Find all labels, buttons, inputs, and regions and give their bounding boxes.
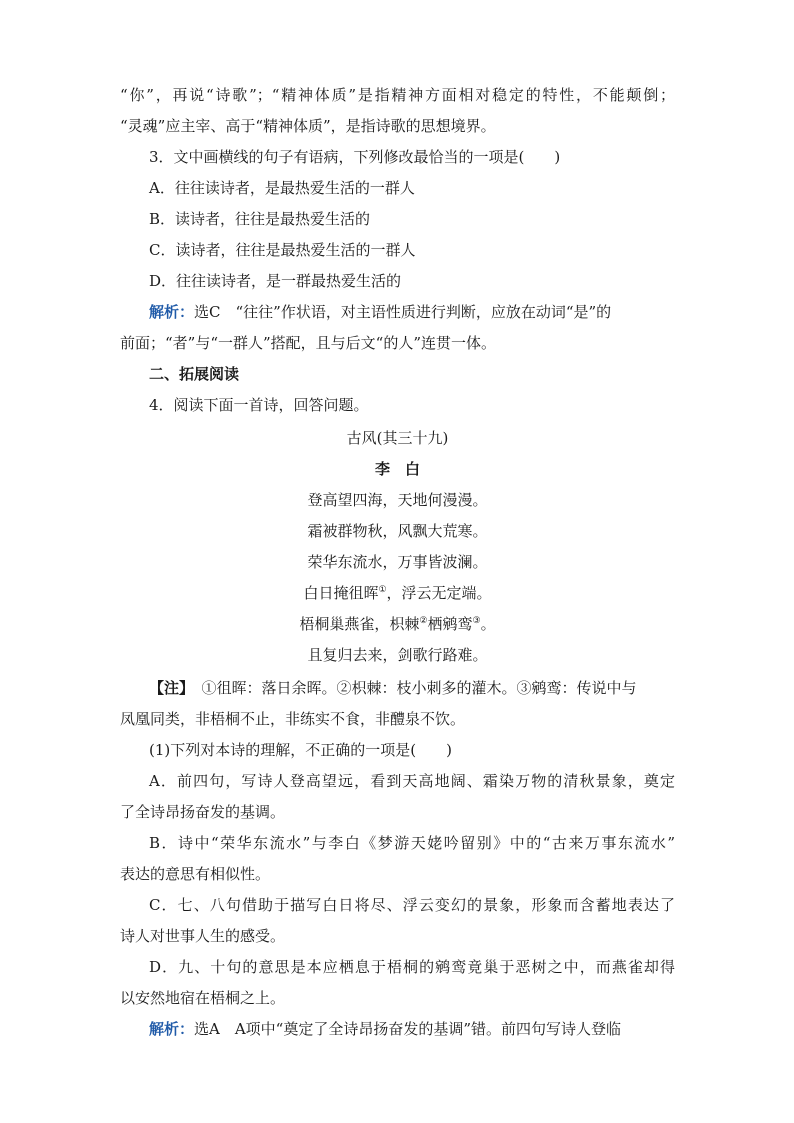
answer-label: 解析： (149, 1020, 195, 1038)
section-heading: 二、拓展阅读 (149, 365, 240, 383)
option-41c-cont: 诗人对世事人生的感受。 (120, 927, 286, 945)
poem-text: 梧桐巢燕雀，枳棘 (299, 615, 420, 633)
footnote-marker: ① (378, 585, 387, 595)
option-41b: B．诗中“荣华东流水”与李白《梦游天姥吟留别》中的“古来万事东流水” (149, 834, 675, 852)
poem-title: 古风(其三十九) (346, 429, 449, 447)
option-41b-cont: 表达的意思有相似性。 (120, 865, 271, 883)
poem-author: 李 白 (374, 460, 420, 478)
poem-line: 荣华东流水，万事皆波澜。 (307, 553, 488, 571)
note-line (149, 678, 675, 698)
option-3b: B．读诗者，往往是最热爱生活的 (149, 210, 371, 228)
note-text: ①徂晖：落日余晖。②枳棘：枝小刺多的灌木。③鹓鸾：传说中与 (186, 679, 637, 697)
answer-3-line (149, 302, 675, 322)
text-line: “你”，再说“诗歌”；“精神体质”是指精神方面相对稳定的特性，不能颠倒； (120, 86, 675, 104)
option-41a-cont: 了全诗昂扬奋发的基调。 (120, 803, 286, 821)
note-label: 【注】 (149, 679, 187, 697)
question-4-1: (1)下列对本诗的理解，不正确的一项是( ) (149, 741, 452, 759)
poem-text: 白日掩徂晖 (303, 584, 379, 602)
answer-text: 选C “往往”作状语，对主语性质进行判断，应放在动词“是”的 (194, 303, 612, 321)
question-4: 4．阅读下面一首诗，回答问题。 (149, 396, 369, 414)
text-line: “灵魂”应主宰、高于“精神体质”，是指诗歌的思想境界。 (120, 117, 496, 135)
option-41a: A．前四句，写诗人登高望远，看到天高地阔、霜染万物的清秋景象，奠定 (149, 772, 675, 790)
question-3: 3．文中画横线的句子有语病，下列修改最恰当的一项是( ) (149, 148, 561, 166)
option-41c: C．七、八句借助于描写白日将尽、浮云变幻的景象，形象而含蓄地表达了 (149, 896, 675, 914)
option-41d-cont: 以安然地宿在梧桐之上。 (120, 989, 286, 1007)
option-3c: C．读诗者，往往是最热爱生活的一群人 (149, 241, 416, 259)
poem-line: 霜被群物秋，风飘大荒寒。 (307, 522, 488, 540)
option-3d: D．往往读诗者，是一群最热爱生活的 (149, 272, 402, 290)
answer-41-line (149, 1019, 675, 1039)
poem-text: ，浮云无定端。 (386, 584, 492, 602)
poem-text: 栖鹓鸾 (427, 615, 473, 633)
poem-line (120, 614, 675, 634)
note-line-2: 凤凰同类，非梧桐不止，非练实不食，非醴泉不饮。 (120, 710, 466, 728)
option-41d: D．九、十句的意思是本应栖息于梧桐的鹓鸾竟巢于恶树之中，而燕雀却得 (149, 958, 675, 976)
poem-line: 登高望四海，天地何漫漫。 (307, 491, 488, 509)
answer-3-line-2: 前面；“者”与“一群人”搭配，且与后文“的人”连贯一体。 (120, 334, 497, 352)
footnote-marker: ③ (472, 616, 481, 626)
footnote-marker: ② (419, 616, 428, 626)
poem-line (120, 583, 675, 603)
answer-text: 选A A项中“奠定了全诗昂扬奋发的基调”错。前四句写诗人登临 (194, 1020, 622, 1038)
answer-label: 解析： (149, 303, 195, 321)
poem-text: 。 (480, 615, 496, 633)
option-3a: A．往往读诗者，是最热爱生活的一群人 (149, 179, 415, 197)
poem-line: 且复归去来，剑歌行路难。 (307, 646, 488, 664)
